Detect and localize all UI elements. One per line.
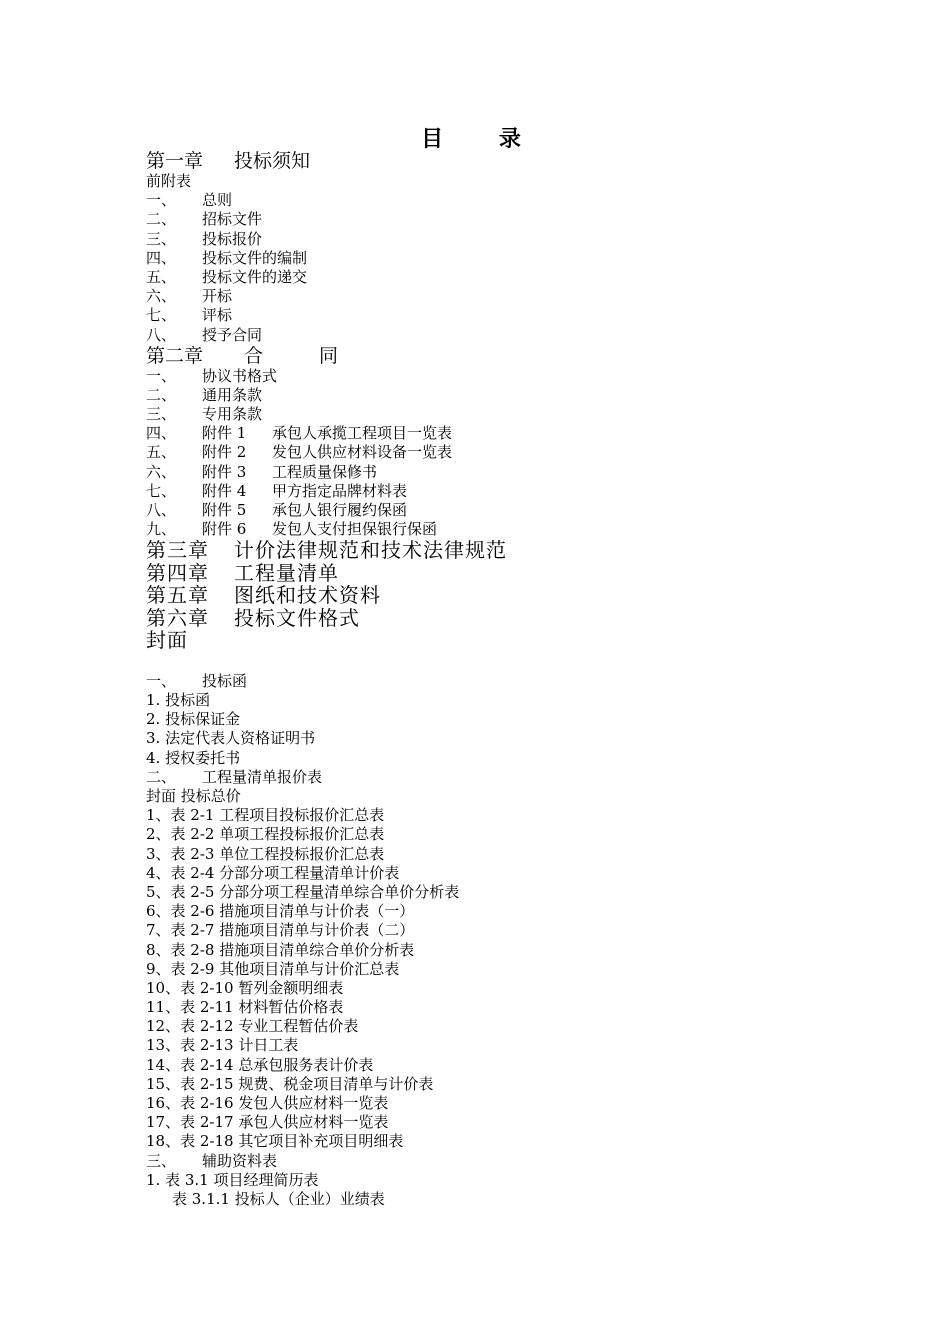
toc-item: 15、表 2-15 规费、税金项目清单与计价表 <box>146 1074 434 1093</box>
section-heading: 三、 辅助资料表 <box>146 1151 278 1170</box>
cover-heading: 封面 <box>146 628 188 653</box>
toc-item: 9、表 2-9 其他项目清单与计价汇总表 <box>146 959 400 978</box>
toc-item: 二、 招标文件 <box>146 210 263 229</box>
chapter-title: 投标须知 <box>234 150 311 172</box>
chapter-label: 第一章 <box>146 150 204 172</box>
chapter-title: 工程量清单 <box>234 560 339 585</box>
toc-item: 四、 投标文件的编制 <box>146 248 308 267</box>
toc-item: 1. 投标函 <box>146 691 211 710</box>
toc-item: 八、 授予合同 <box>146 325 263 344</box>
toc-item: 11、表 2-11 材料暂估价格表 <box>146 998 344 1017</box>
section-heading: 二、 工程量清单报价表 <box>146 767 323 786</box>
toc-item: 六、 附件 3 工程质量保修书 <box>146 462 378 481</box>
toc-item: 封面 投标总价 <box>146 787 241 805</box>
toc-item: 前附表 <box>146 172 192 190</box>
chapter-label: 第二章 <box>146 344 204 367</box>
toc-item: 八、 附件 5 承包人银行履约保函 <box>146 501 408 519</box>
toc-item: 7、表 2-7 措施项目清单与计价表（二） <box>146 921 415 940</box>
toc-item: 14、表 2-14 总承包服务表计价表 <box>146 1055 374 1074</box>
toc-item: 1、表 2-1 工程项目投标报价汇总表 <box>146 806 385 825</box>
chapter-title: 投标文件格式 <box>234 605 360 630</box>
toc-item: 5、表 2-5 分部分项工程量清单综合单价分析表 <box>146 882 460 901</box>
spacer <box>146 652 866 672</box>
toc-item: 4. 授权委托书 <box>146 748 241 767</box>
toc-item: 三、 投标报价 <box>146 229 263 248</box>
chapter-2 <box>146 345 866 367</box>
toc-item: 10、表 2-10 暂列金额明细表 <box>146 978 344 997</box>
page-title: 目 录 <box>421 126 545 152</box>
toc-item: 6、表 2-6 措施项目清单与计价表（一） <box>146 902 415 921</box>
toc-item: 16、表 2-16 发包人供应材料一览表 <box>146 1094 389 1112</box>
toc-item: 四、 附件 1 承包人承揽工程项目一览表 <box>146 424 453 443</box>
toc-item: 13、表 2-13 计日工表 <box>146 1036 299 1055</box>
chapter-title: 计价法律规范和技术法律规范 <box>234 538 507 563</box>
toc-item: 表 3.1.1 投标人（企业）业绩表 <box>172 1189 385 1208</box>
toc-item: 3. 法定代表人资格证明书 <box>146 729 316 748</box>
chapter-1 <box>146 150 866 172</box>
chapter-label: 第三章 <box>146 538 209 563</box>
chapter-3 <box>146 539 866 562</box>
toc-item: 8、表 2-8 措施项目清单综合单价分析表 <box>146 940 415 959</box>
toc-item: 17、表 2-17 承包人供应材料一览表 <box>146 1113 389 1132</box>
chapter-5 <box>146 584 866 607</box>
section-heading: 一、 投标函 <box>146 671 248 690</box>
toc-item: 九、 附件 6 发包人支付担保银行保函 <box>146 520 438 539</box>
toc-item: 3、表 2-3 单位工程投标报价汇总表 <box>146 844 385 863</box>
chapter-label: 第六章 <box>146 605 209 630</box>
toc-item: 一、 总则 <box>146 191 233 210</box>
table-of-contents <box>146 150 866 1209</box>
chapter-title: 合同 <box>244 344 395 367</box>
toc-item: 三、 专用条款 <box>146 405 263 424</box>
toc-item: 二、 通用条款 <box>146 385 263 404</box>
toc-item: 五、 投标文件的递交 <box>146 267 308 286</box>
toc-item: 1. 表 3.1 项目经理简历表 <box>146 1170 319 1189</box>
toc-item: 18、表 2-18 其它项目补充项目明细表 <box>146 1132 404 1151</box>
toc-item: 12、表 2-12 专业工程暂估价表 <box>146 1017 359 1036</box>
toc-item: 2. 投标保证金 <box>146 710 241 729</box>
chapter-title: 图纸和技术资料 <box>234 583 381 608</box>
toc-item: 2、表 2-2 单项工程投标报价汇总表 <box>146 825 385 844</box>
chapter-4 <box>146 562 866 585</box>
toc-item: 七、 附件 4 甲方指定品牌材料表 <box>146 481 408 500</box>
toc-item: 4、表 2-4 分部分项工程量清单计价表 <box>146 863 400 882</box>
toc-item: 六、 开标 <box>146 287 233 306</box>
chapter-6 <box>146 607 866 630</box>
toc-item: 七、 评标 <box>146 306 233 325</box>
chapter-label: 第四章 <box>146 560 209 585</box>
toc-item: 五、 附件 2 发包人供应材料设备一览表 <box>146 443 453 462</box>
chapter-label: 第五章 <box>146 583 209 608</box>
toc-item: 一、 协议书格式 <box>146 366 278 385</box>
